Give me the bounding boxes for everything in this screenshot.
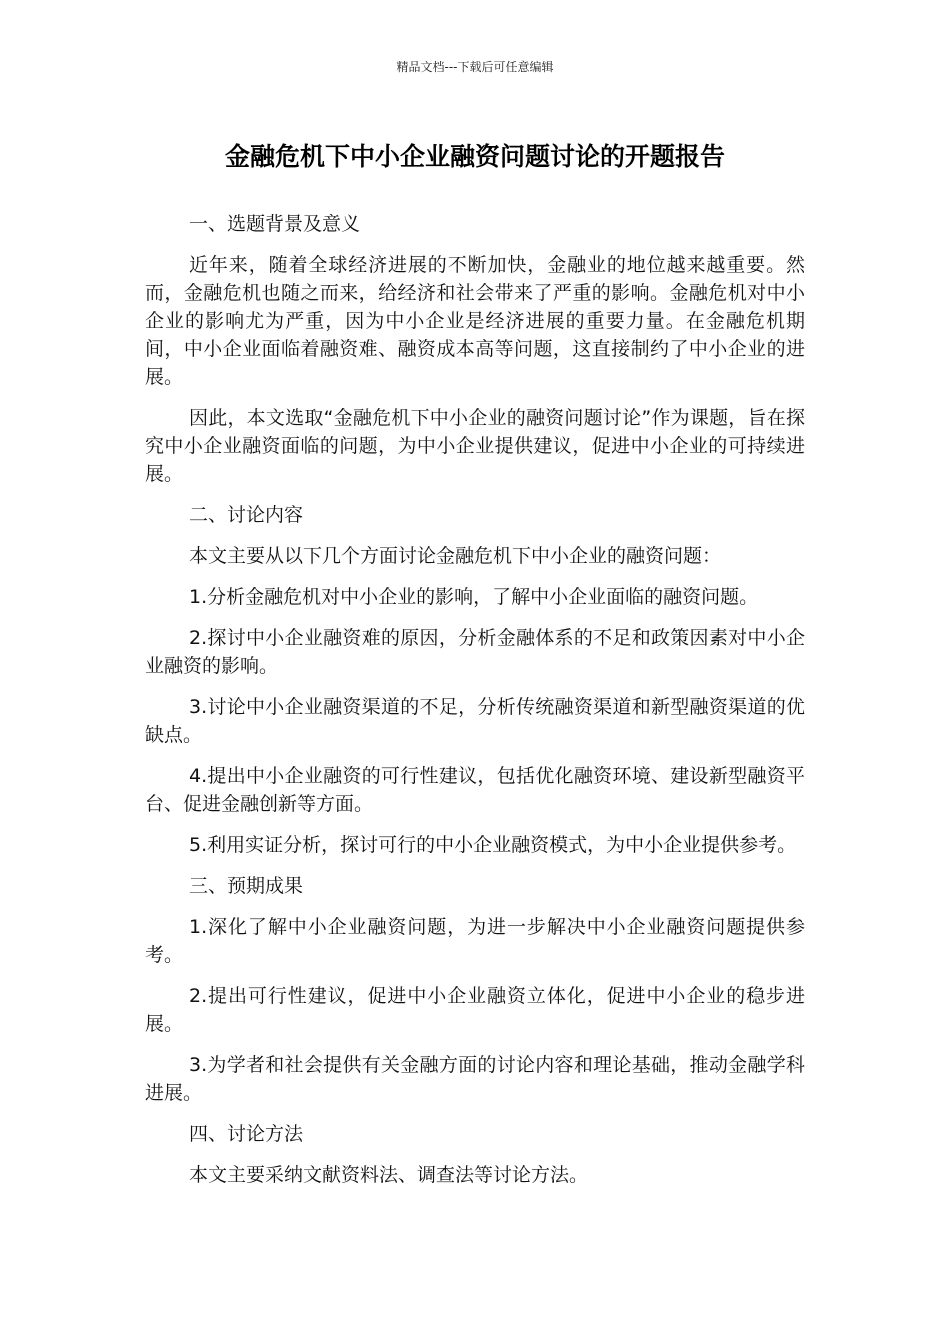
list-item-content-3: 3.讨论中小企业融资渠道的不足，分析传统融资渠道和新型融资渠道的优缺点。 — [145, 696, 805, 746]
list-item-content-4: 4.提出中小企业融资的可行性建议，包括优化融资环境、建设新型融资平台、促进金融创新等方面。 — [145, 765, 805, 815]
paragraph-background: 近年来，随着全球经济进展的不断加快，金融业的地位越来越重要。然而，金融危机也随之而来，给经济和社会带来了严重的影响。金融危机对中小企业的影响尤为严重，因为中小企业是经济进展的重要力量。在金融危机期间，中小企业面临着融资难、融资成本高等问题，这直接制约了中小企业的进展。 — [145, 254, 805, 388]
list-item-content-5: 5.利用实证分析，探讨可行的中小企业融资模式，为中小企业提供参考。 — [189, 834, 797, 856]
document-body — [145, 210, 805, 1202]
list-item-outcome-3: 3.为学者和社会提供有关金融方面的讨论内容和理论基础，推动金融学科进展。 — [145, 1054, 805, 1104]
list-item-outcome-1: 1.深化了解中小企业融资问题，为进一步解决中小企业融资问题提供参考。 — [145, 916, 805, 966]
list-item-content-2: 2.探讨中小企业融资难的原因，分析金融体系的不足和政策因素对中小企业融资的影响。 — [145, 627, 805, 677]
page-header: 精品文档---下载后可任意编辑 — [396, 60, 554, 74]
section-heading-outcomes: 三、预期成果 — [189, 875, 304, 897]
section-heading-methods: 四、讨论方法 — [189, 1123, 304, 1145]
document-title: 金融危机下中小企业融资问题讨论的开题报告 — [224, 142, 725, 171]
list-item-outcome-2: 2.提出可行性建议，促进中小企业融资立体化，促进中小企业的稳步进展。 — [145, 985, 805, 1035]
list-item-content-1: 1.分析金融危机对中小企业的影响，了解中小企业面临的融资问题。 — [189, 586, 759, 608]
paragraph-methods: 本文主要采纳文献资料法、调查法等讨论方法。 — [189, 1164, 589, 1186]
paragraph-content-intro: 本文主要从以下几个方面讨论金融危机下中小企业的融资问题： — [189, 545, 722, 567]
paragraph-purpose: 因此，本文选取“金融危机下中小企业的融资问题讨论”作为课题，旨在探究中小企业融资面临的问题，为中小企业提供建议，促进中小企业的可持续进展。 — [145, 407, 805, 485]
section-heading-content: 二、讨论内容 — [189, 504, 304, 526]
section-heading-background: 一、选题背景及意义 — [189, 213, 361, 235]
